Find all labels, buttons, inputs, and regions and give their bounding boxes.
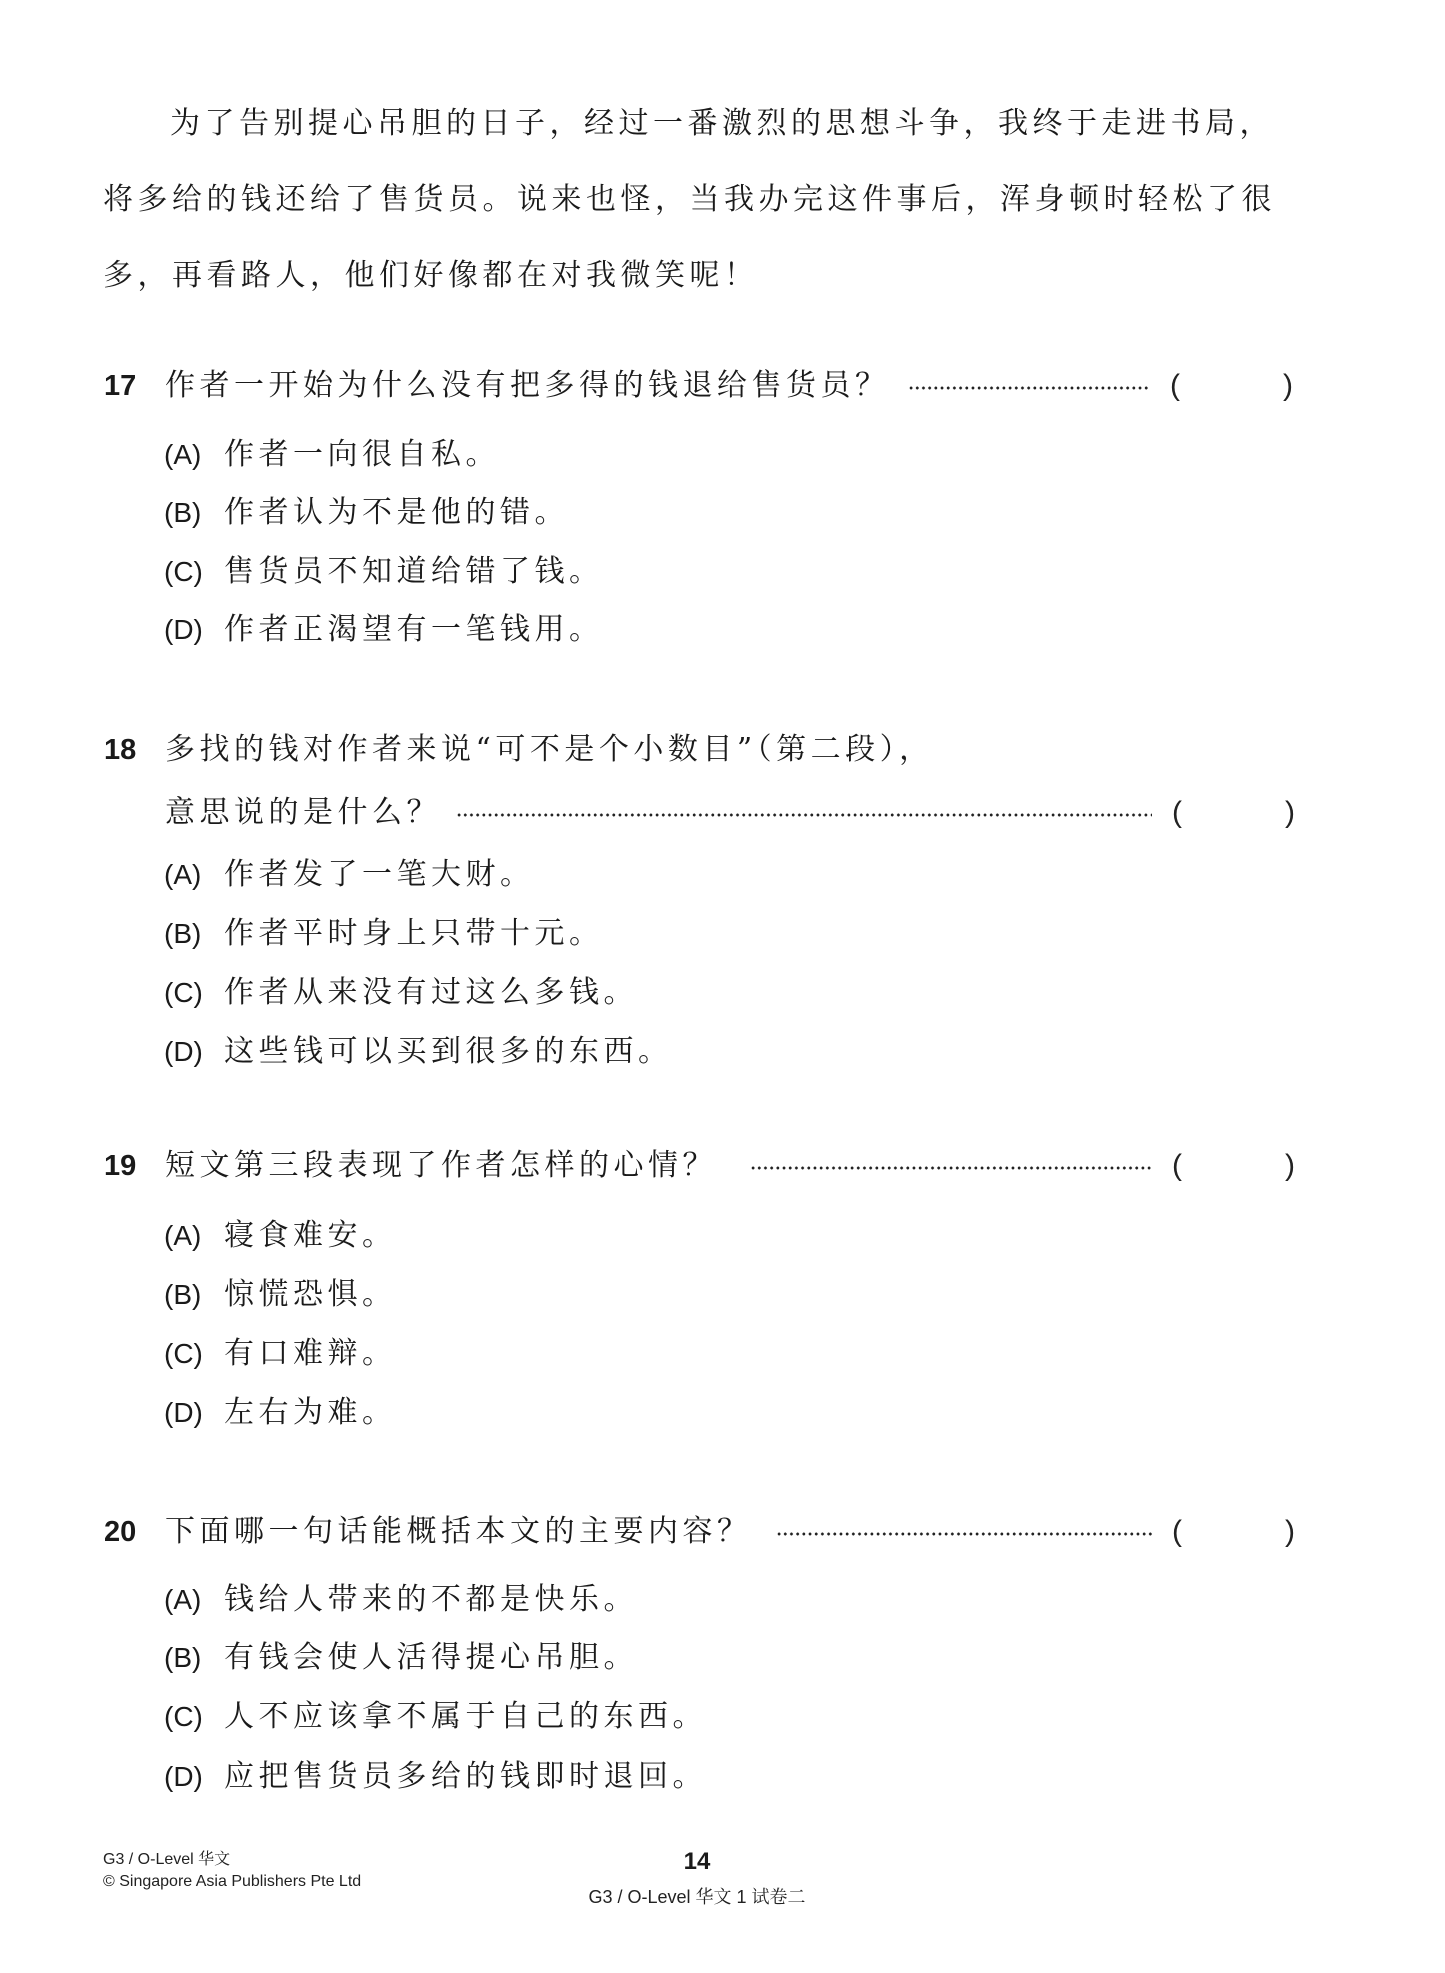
option-b[interactable] xyxy=(164,914,604,959)
passage-line-1: 为了告别提心吊胆的日子，经过一番激烈的思想斗争，我终于走进书局， xyxy=(170,106,1274,141)
footer-copyright: © Singapore Asia Publishers Pte Ltd xyxy=(103,1873,362,1890)
option-label: (C) xyxy=(164,1338,203,1369)
answer-bracket-open: ( xyxy=(1172,796,1182,829)
option-text: 惊慌恐惧。 xyxy=(224,1277,397,1312)
option-label: (A) xyxy=(164,859,202,890)
passage-line-2: 将多给的钱还给了售货员。说来也怪，当我办完这件事后，浑身顿时轻松了很 xyxy=(103,182,1276,217)
passage-line-3: 多，再看路人，他们好像都在对我微笑呢！ xyxy=(103,258,759,293)
question-19-stem xyxy=(0,1146,1445,1186)
question-number: 18 xyxy=(104,734,137,766)
option-a[interactable] xyxy=(164,1216,397,1261)
option-label: (B) xyxy=(164,1279,202,1310)
footer-paper-title: G3 / O-Level 华文 1 试卷二 xyxy=(588,1887,806,1907)
option-a[interactable] xyxy=(164,435,500,480)
option-text: 作者发了一笔大财。 xyxy=(224,857,535,892)
option-b[interactable] xyxy=(164,493,569,538)
option-label: (C) xyxy=(164,1701,203,1732)
question-number: 17 xyxy=(104,370,137,402)
answer-blank[interactable] xyxy=(1196,1146,1282,1186)
option-text: 左右为难。 xyxy=(224,1395,397,1430)
dotted-leader xyxy=(776,1532,1152,1536)
answer-bracket-open: ( xyxy=(1172,1515,1182,1548)
option-c[interactable] xyxy=(164,1697,707,1742)
option-label: (D) xyxy=(164,1761,203,1792)
option-text: 作者正渴望有一笔钱用。 xyxy=(224,612,604,647)
option-text: 钱给人带来的不都是快乐。 xyxy=(224,1582,638,1617)
question-18-stem-line-1 xyxy=(0,730,1445,770)
question-18-stem-line-2 xyxy=(0,793,1445,833)
option-text: 应把售货员多给的钱即时退回。 xyxy=(224,1759,707,1794)
question-text: 意思说的是什么？ xyxy=(165,795,441,830)
option-label: (A) xyxy=(164,439,202,470)
option-label: (B) xyxy=(164,918,202,949)
question-text: 多找的钱对作者来说“可不是个小数目”（第二段）， xyxy=(165,732,934,767)
footer-series-label: G3 / O-Level 华文 xyxy=(103,1851,231,1868)
dotted-leader xyxy=(908,386,1150,390)
option-text: 作者从来没有过这么多钱。 xyxy=(224,975,638,1010)
option-b[interactable] xyxy=(164,1275,397,1320)
option-text: 售货员不知道给错了钱。 xyxy=(224,554,604,589)
question-text: 作者一开始为什么没有把多得的钱退给售货员？ xyxy=(165,368,890,403)
option-a[interactable] xyxy=(164,855,535,900)
option-d[interactable] xyxy=(164,1393,397,1438)
question-text: 下面哪一句话能概括本文的主要内容？ xyxy=(165,1514,752,1549)
question-number: 19 xyxy=(104,1150,137,1182)
option-label: (D) xyxy=(164,614,203,645)
answer-bracket-close: ) xyxy=(1285,796,1295,829)
answer-blank[interactable] xyxy=(1196,793,1282,833)
option-label: (C) xyxy=(164,556,203,587)
option-text: 寝食难安。 xyxy=(224,1218,397,1253)
question-number: 20 xyxy=(104,1516,137,1548)
option-d[interactable] xyxy=(164,610,604,655)
page-number: 14 xyxy=(683,1848,711,1875)
option-text: 作者一向很自私。 xyxy=(224,437,500,472)
option-label: (D) xyxy=(164,1397,203,1428)
dotted-leader xyxy=(456,813,1152,817)
option-label: (D) xyxy=(164,1036,203,1067)
answer-blank[interactable] xyxy=(1196,1512,1282,1552)
option-label: (C) xyxy=(164,977,203,1008)
question-20-stem xyxy=(0,1512,1445,1552)
option-label: (B) xyxy=(164,1642,202,1673)
option-label: (B) xyxy=(164,497,202,528)
option-c[interactable] xyxy=(164,552,604,597)
option-label: (A) xyxy=(164,1584,202,1615)
option-label: (A) xyxy=(164,1220,202,1251)
option-a[interactable] xyxy=(164,1580,638,1625)
option-c[interactable] xyxy=(164,1334,397,1379)
question-17-stem xyxy=(0,366,1445,406)
option-d[interactable] xyxy=(164,1032,673,1077)
option-b[interactable] xyxy=(164,1638,638,1683)
option-text: 这些钱可以买到很多的东西。 xyxy=(224,1034,673,1069)
dotted-leader xyxy=(750,1166,1152,1170)
answer-bracket-close: ) xyxy=(1283,369,1293,402)
option-text: 有口难辩。 xyxy=(224,1336,397,1371)
option-text: 有钱会使人活得提心吊胆。 xyxy=(224,1640,638,1675)
option-text: 作者认为不是他的错。 xyxy=(224,495,569,530)
answer-bracket-close: ) xyxy=(1285,1149,1295,1182)
option-c[interactable] xyxy=(164,973,638,1018)
option-text: 作者平时身上只带十元。 xyxy=(224,916,604,951)
answer-bracket-open: ( xyxy=(1170,369,1180,402)
answer-bracket-close: ) xyxy=(1285,1515,1295,1548)
option-d[interactable] xyxy=(164,1757,707,1802)
answer-bracket-open: ( xyxy=(1172,1149,1182,1182)
answer-blank[interactable] xyxy=(1196,366,1282,406)
question-text: 短文第三段表现了作者怎样的心情？ xyxy=(165,1148,717,1183)
option-text: 人不应该拿不属于自己的东西。 xyxy=(224,1699,707,1734)
